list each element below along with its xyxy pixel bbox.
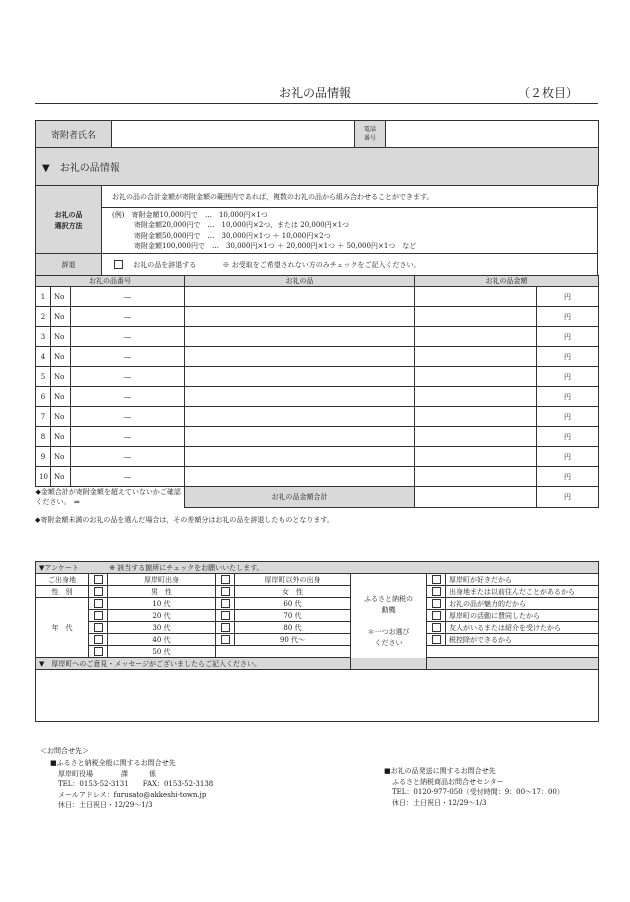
item-number-field[interactable]: ― bbox=[71, 447, 185, 467]
row-number: 9 bbox=[36, 447, 51, 467]
header-rule bbox=[35, 103, 598, 104]
item-number-field[interactable]: ― bbox=[71, 287, 185, 307]
item-number-field[interactable]: ― bbox=[71, 387, 185, 407]
contact-left-title: ■ふるさと納税全般に関するお問合せ先 bbox=[50, 759, 176, 767]
item-name-field[interactable] bbox=[185, 407, 415, 427]
contact-left-line: メールアドレス：furusato@akkeshi-town.jp bbox=[58, 790, 207, 799]
row-number: 6 bbox=[36, 387, 51, 407]
item-number-field[interactable]: ― bbox=[71, 367, 185, 387]
contact-heading: ＜お問合せ先＞ bbox=[40, 747, 89, 755]
survey-title: ▼アンケート bbox=[39, 563, 79, 572]
table-row bbox=[36, 307, 599, 327]
contact-left-line: 休日：土日祝日・12/29～1/3 bbox=[58, 801, 153, 809]
table-row bbox=[36, 427, 599, 447]
method-label bbox=[36, 186, 102, 254]
table-row bbox=[36, 447, 599, 467]
age-checkbox[interactable] bbox=[221, 611, 230, 620]
row-number: 2 bbox=[36, 307, 51, 327]
item-name-field[interactable] bbox=[185, 447, 415, 467]
age-option: 70 代 bbox=[235, 610, 351, 622]
items-footnote: ◆寄附金額未満のお礼の品を選んだ場合は，その差額分はお礼の品を辞退したものとなります。 bbox=[35, 516, 334, 524]
row-yen: 円 bbox=[537, 447, 599, 467]
origin-checkbox[interactable] bbox=[221, 575, 230, 584]
motive-label-2: 動機 bbox=[381, 606, 396, 614]
motive-option: 税控除ができるから bbox=[446, 634, 599, 646]
gender-checkbox[interactable] bbox=[221, 587, 230, 596]
main-form bbox=[35, 120, 598, 525]
contact-left bbox=[50, 758, 213, 811]
example-line: (例) 寄附金額10,000円で … 10,000円×1つ bbox=[112, 210, 268, 219]
phone-field[interactable] bbox=[386, 121, 599, 148]
row-yen: 円 bbox=[537, 407, 599, 427]
item-amount-field[interactable] bbox=[415, 327, 537, 347]
gender-label: 性 別 bbox=[36, 586, 89, 598]
item-name-field[interactable] bbox=[185, 367, 415, 387]
item-number-field[interactable]: ― bbox=[71, 327, 185, 347]
total-yen: 円 bbox=[537, 487, 599, 508]
table-row bbox=[36, 407, 599, 427]
contact-left-line: 厚岸町役場 課 係 bbox=[58, 769, 156, 778]
motive-checkbox[interactable] bbox=[432, 635, 441, 644]
age-checkbox[interactable] bbox=[94, 647, 103, 656]
age-option: 10 代 bbox=[108, 598, 216, 610]
age-label: 年 代 bbox=[36, 598, 89, 658]
example-line: 寄附金額20,000円で … 10,000円×2つ、または 20,000円×1つ bbox=[134, 221, 350, 229]
contact-right-line: 休日：土日祝日・12/29～1/3 bbox=[392, 798, 487, 807]
decline-checkbox[interactable] bbox=[114, 260, 123, 269]
survey-title-row bbox=[36, 562, 599, 574]
row-number: 5 bbox=[36, 367, 51, 387]
total-label: お礼の品金額合計 bbox=[185, 487, 415, 508]
age-option: 20 代 bbox=[108, 610, 216, 622]
item-amount-field[interactable] bbox=[415, 427, 537, 447]
motive-label-4: ください bbox=[374, 639, 403, 647]
motive-label-1: ふるさと納税の bbox=[364, 595, 413, 603]
method-label-1: お礼の品 bbox=[54, 209, 83, 219]
contact-right-line: ふるさと納税商品お問合せセンター bbox=[392, 777, 504, 786]
row-yen: 円 bbox=[537, 307, 599, 327]
table-row bbox=[36, 367, 599, 387]
message-field[interactable] bbox=[36, 670, 599, 722]
row-number: 3 bbox=[36, 327, 51, 347]
age-checkbox[interactable] bbox=[221, 623, 230, 632]
age-option: 40 代 bbox=[108, 634, 216, 646]
item-name-field[interactable] bbox=[185, 327, 415, 347]
motive-option: 友人がいるまたは紹介を受けたから bbox=[446, 622, 599, 634]
header-item-number: お礼の品番号 bbox=[36, 276, 185, 287]
gender-checkbox[interactable] bbox=[94, 587, 103, 596]
age-option: 30 代 bbox=[108, 622, 216, 634]
total-note: ◆金額合計が寄附金額を超えていないかご確認ください。 ⇒ bbox=[36, 487, 185, 508]
row-no-label: No bbox=[51, 387, 71, 407]
item-amount-field[interactable] bbox=[415, 467, 537, 487]
row-no-label: No bbox=[51, 407, 71, 427]
row-number: 7 bbox=[36, 407, 51, 427]
row-no-label: No bbox=[51, 347, 71, 367]
phone-label bbox=[355, 121, 386, 148]
header-item-name: お礼の品 bbox=[185, 276, 415, 287]
age-checkbox[interactable] bbox=[221, 635, 230, 644]
sheet-number: （２枚目） bbox=[518, 86, 579, 100]
donor-name-field[interactable] bbox=[112, 121, 355, 148]
age-option: 80 代 bbox=[235, 622, 351, 634]
item-amount-field[interactable] bbox=[415, 367, 537, 387]
decline-note: ※ お受取をご希望されない方のみチェックをご記入ください。 bbox=[222, 260, 421, 269]
item-amount-field[interactable] bbox=[415, 387, 537, 407]
table-row bbox=[36, 327, 599, 347]
row-yen: 円 bbox=[537, 287, 599, 307]
item-amount-field[interactable] bbox=[415, 287, 537, 307]
motive-option: 出身地または以前住んだことがあるから bbox=[446, 586, 599, 598]
row-yen: 円 bbox=[537, 327, 599, 347]
method-description: お礼の品の合計金額が寄附金額の範囲内であれば，複数のお礼の品から組み合わせることができます。 bbox=[102, 186, 598, 208]
age-checkbox[interactable] bbox=[94, 635, 103, 644]
contact-right-line: TEL：0120-977-050（受付時間：9：00～17：00） bbox=[392, 788, 564, 796]
example-line: 寄附金額50,000円で … 30,000円×1つ ＋ 10,000円×2つ bbox=[134, 231, 331, 240]
row-no-label: No bbox=[51, 287, 71, 307]
item-number-field[interactable]: ― bbox=[71, 427, 185, 447]
decline-row bbox=[102, 254, 598, 276]
item-name-field[interactable] bbox=[185, 467, 415, 487]
row-no-label: No bbox=[51, 327, 71, 347]
method-examples bbox=[102, 208, 598, 254]
motive-checkbox[interactable] bbox=[432, 575, 441, 584]
total-field[interactable] bbox=[415, 487, 537, 508]
row-number: 1 bbox=[36, 287, 51, 307]
row-no-label: No bbox=[51, 467, 71, 487]
age-option: 60 代 bbox=[235, 598, 351, 610]
header-item-amount: お礼の品金額 bbox=[415, 276, 599, 287]
row-number: 8 bbox=[36, 427, 51, 447]
section-title: ▼ お礼の品情報 bbox=[36, 148, 599, 186]
motive-checkbox[interactable] bbox=[432, 623, 441, 632]
contact-right bbox=[384, 766, 564, 808]
table-row bbox=[36, 347, 599, 367]
age-checkbox[interactable] bbox=[94, 611, 103, 620]
item-name-field[interactable] bbox=[185, 427, 415, 447]
row-no-label: No bbox=[51, 367, 71, 387]
item-number-field[interactable]: ― bbox=[71, 307, 185, 327]
item-amount-field[interactable] bbox=[415, 347, 537, 367]
age-option: 90 代～ bbox=[235, 634, 351, 646]
item-name-field[interactable] bbox=[185, 307, 415, 327]
page-title: お礼の品情報 bbox=[278, 86, 351, 100]
donor-name-label: 寄附者氏名 bbox=[36, 121, 112, 148]
gender-option: 男 性 bbox=[108, 586, 216, 598]
origin-checkbox[interactable] bbox=[94, 575, 103, 584]
table-row bbox=[36, 467, 599, 487]
row-no-label: No bbox=[51, 447, 71, 467]
phone-label-1: 電話 bbox=[363, 126, 376, 133]
item-amount-field[interactable] bbox=[415, 447, 537, 467]
gender-option: 女 性 bbox=[235, 586, 351, 598]
method-label-2: 選択方法 bbox=[54, 220, 83, 230]
age-option: 50 代 bbox=[108, 646, 216, 658]
motive-label bbox=[351, 574, 427, 670]
row-yen: 円 bbox=[537, 467, 599, 487]
row-no-label: No bbox=[51, 427, 71, 447]
age-checkbox[interactable] bbox=[94, 599, 103, 608]
row-yen: 円 bbox=[537, 347, 599, 367]
item-name-field[interactable] bbox=[185, 387, 415, 407]
row-number: 10 bbox=[36, 467, 51, 487]
phone-label-2: 番号 bbox=[363, 135, 376, 142]
table-row bbox=[36, 387, 599, 407]
table-row bbox=[36, 287, 599, 307]
motive-checkbox[interactable] bbox=[432, 587, 441, 596]
age-checkbox[interactable] bbox=[94, 623, 103, 632]
motive-option: 厚岸町の活動に賛同したから bbox=[446, 610, 599, 622]
row-yen: 円 bbox=[537, 367, 599, 387]
items-table bbox=[35, 275, 599, 508]
origin-option: 厚岸町出身 bbox=[108, 574, 216, 586]
item-number-field[interactable]: ― bbox=[71, 347, 185, 367]
survey-section bbox=[35, 561, 598, 722]
decline-checkbox-label: お礼の品を辞退する bbox=[133, 260, 197, 269]
row-yen: 円 bbox=[537, 387, 599, 407]
motive-checkbox[interactable] bbox=[432, 611, 441, 620]
contact-left-line: TEL：0153-52-3131 FAX：0153-52-3138 bbox=[58, 780, 214, 788]
motive-option: お礼の品が魅力的だから bbox=[446, 598, 599, 610]
motive-checkbox[interactable] bbox=[432, 599, 441, 608]
origin-label: ご出身地 bbox=[36, 574, 89, 586]
row-number: 4 bbox=[36, 347, 51, 367]
age-checkbox[interactable] bbox=[221, 599, 230, 608]
contact-right-title: ■お礼の品発送に関するお問合せ先 bbox=[384, 767, 496, 775]
item-number-field[interactable]: ― bbox=[71, 407, 185, 427]
example-line: 寄附金額100,000円で … 30,000円×1つ ＋ 20,000円×1つ ＋ 50,000円×1つ など bbox=[134, 242, 417, 250]
origin-option: 厚岸町以外の出身 bbox=[235, 574, 351, 586]
item-name-field[interactable] bbox=[185, 287, 415, 307]
row-no-label: No bbox=[51, 307, 71, 327]
motive-label-3: ＊一つお選び bbox=[367, 628, 410, 636]
survey-note: ※ 該当する箇所にチェックをお願いいたします。 bbox=[109, 563, 264, 572]
item-name-field[interactable] bbox=[185, 347, 415, 367]
message-title: ▼ 厚岸町へのご意見・メッセージがございましたらご記入ください。 bbox=[36, 658, 599, 670]
item-amount-field[interactable] bbox=[415, 307, 537, 327]
motive-option: 厚岸町が好きだから bbox=[446, 574, 599, 586]
row-yen: 円 bbox=[537, 427, 599, 447]
item-amount-field[interactable] bbox=[415, 407, 537, 427]
item-number-field[interactable]: ― bbox=[71, 467, 185, 487]
decline-label: 辞退 bbox=[36, 254, 102, 276]
